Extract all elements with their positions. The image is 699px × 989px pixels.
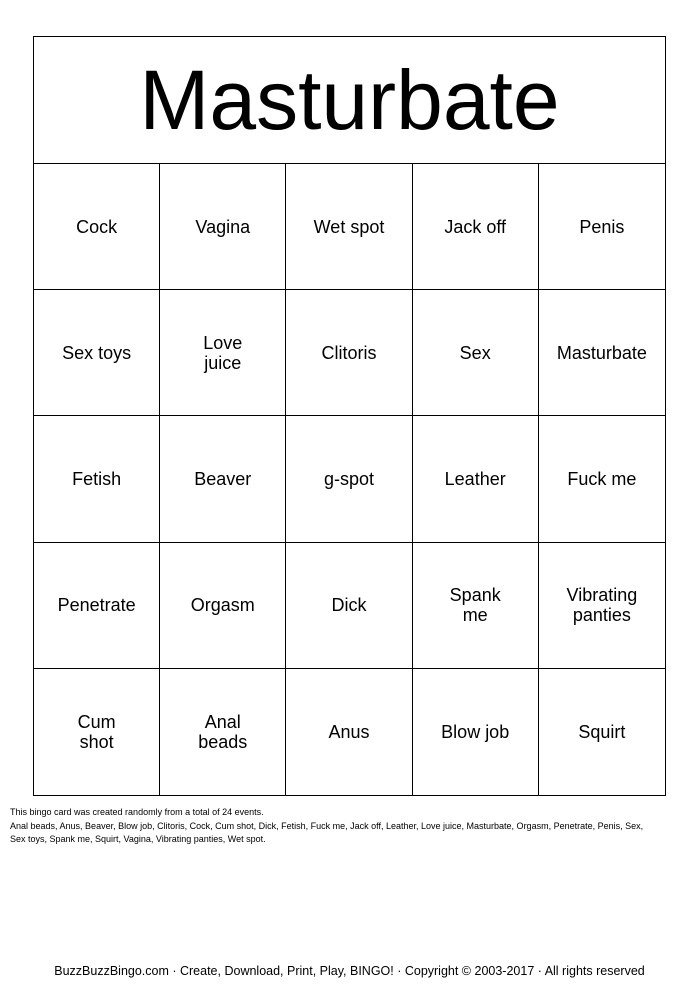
- card-title: Masturbate: [139, 53, 560, 147]
- bingo-cell: Anal beads: [160, 669, 286, 795]
- bingo-cell: Penetrate: [34, 543, 160, 669]
- bingo-cell: Cock: [34, 164, 160, 290]
- bingo-cell: Spank me: [413, 543, 539, 669]
- bingo-cell: Clitoris: [286, 290, 412, 416]
- bingo-cell: Penis: [539, 164, 665, 290]
- bingo-cell: Vibrating panties: [539, 543, 665, 669]
- bingo-cell: Wet spot: [286, 164, 412, 290]
- bingo-cell: Masturbate: [539, 290, 665, 416]
- bingo-cell: Beaver: [160, 416, 286, 542]
- bingo-cell: Leather: [413, 416, 539, 542]
- footer-copyright: BuzzBuzzBingo.com · Create, Download, Print, Play, BINGO! · Copyright © 2003-2017 · All rights reserved: [54, 964, 645, 978]
- bingo-cell: Fetish: [34, 416, 160, 542]
- bingo-cell: Sex toys: [34, 290, 160, 416]
- bingo-cell: Dick: [286, 543, 412, 669]
- card-title-box: [34, 37, 665, 164]
- event-list-note: [10, 806, 690, 847]
- bingo-cell: Cum shot: [34, 669, 160, 795]
- bingo-cell: Squirt: [578, 721, 626, 742]
- bingo-cell: Vagina: [160, 164, 286, 290]
- bingo-grid: [34, 164, 665, 795]
- note-summary: This bingo card was created randomly from a total of 24 events.: [10, 807, 264, 817]
- bingo-cell: Orgasm: [160, 543, 286, 669]
- bingo-card: [33, 36, 666, 796]
- bingo-cell: Anus: [286, 669, 412, 795]
- bingo-cell: Fuck me: [539, 416, 665, 542]
- note-event-list-continued: Sex toys, Spank me, Squirt, Vagina, Vibrating panties, Wet spot.: [10, 834, 266, 844]
- note-event-list: Anal beads, Anus, Beaver, Blow job, Clitoris, Cock, Cum shot, Dick, Fetish, Fuck me, Jack off, Leather, Love juice, Masturbate, Orgasm, Penetrate, Penis, Sex,: [10, 820, 644, 831]
- bingo-cell: g-spot: [286, 416, 412, 542]
- bingo-cell: Blow job: [413, 669, 539, 795]
- bingo-cell: Sex: [413, 290, 539, 416]
- bingo-cell: Love juice: [160, 290, 286, 416]
- bingo-cell: Jack off: [413, 164, 539, 290]
